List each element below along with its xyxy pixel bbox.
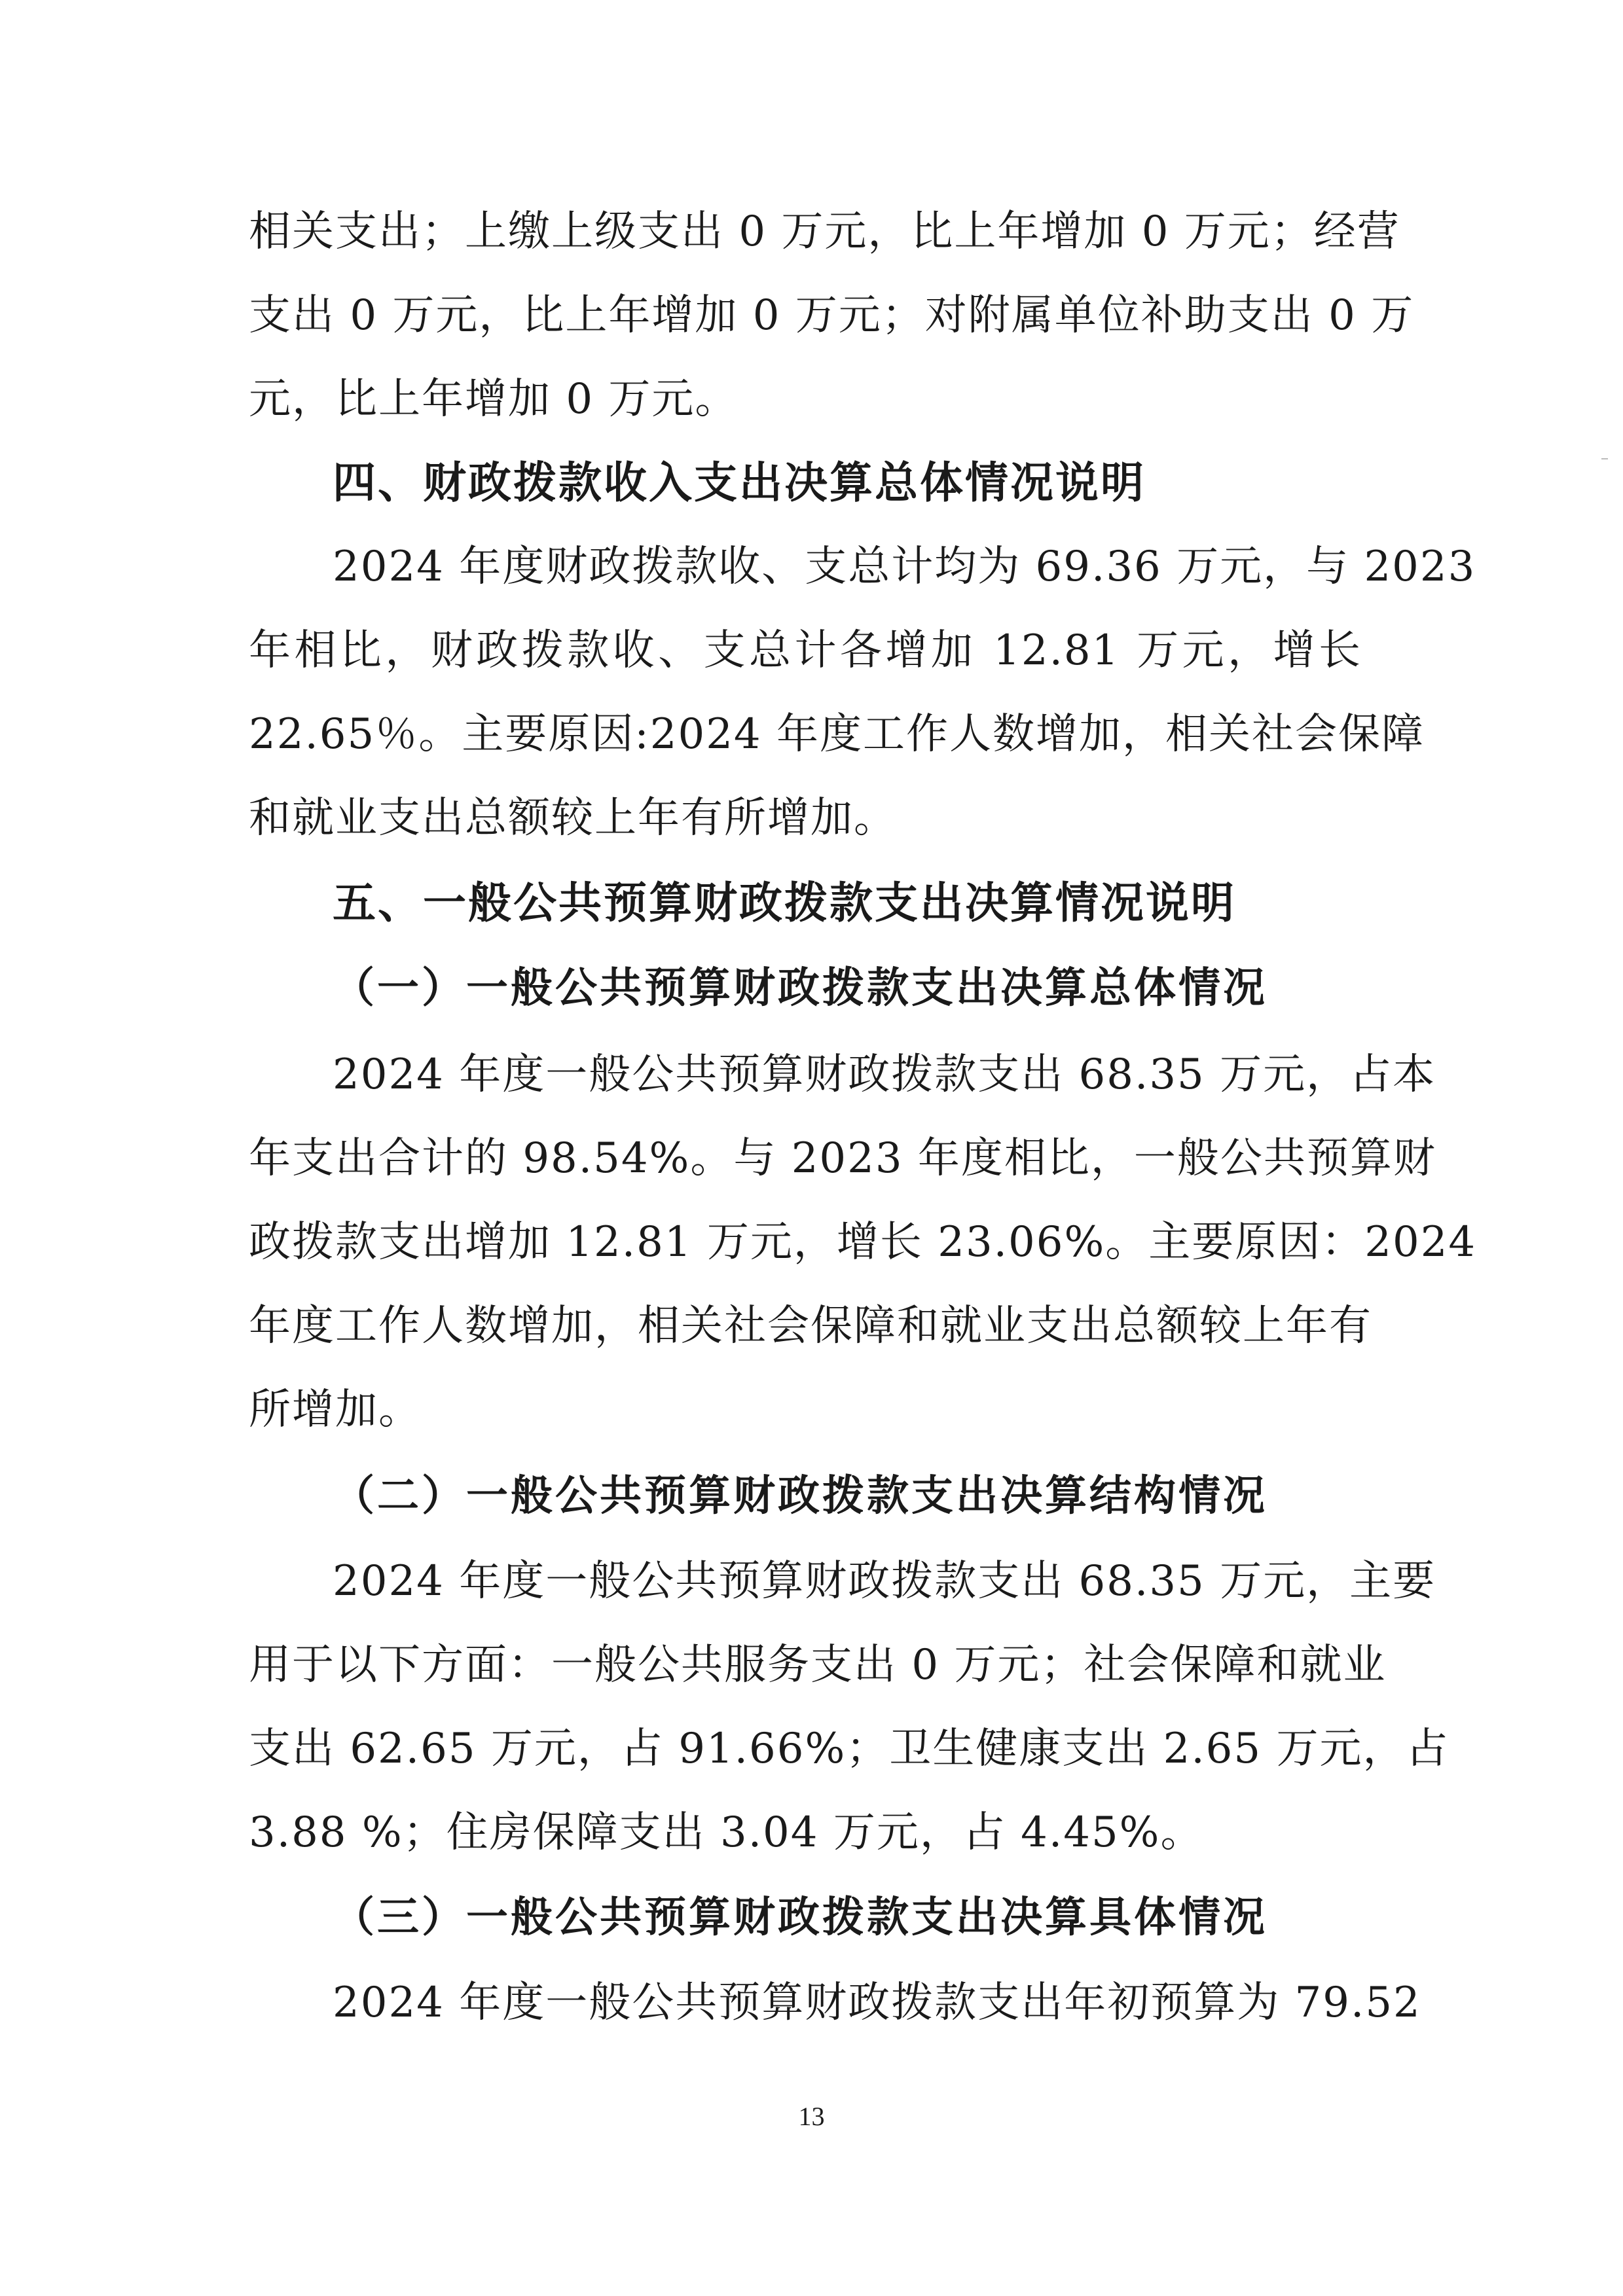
- body-text-line: 相关支出；上缴上级支出 0 万元，比上年增加 0 万元；经营: [249, 207, 1400, 256]
- subsection-heading-2: （二）一般公共预算财政拨款支出决算结构情况: [333, 1472, 1267, 1520]
- body-text-line: 3.88 %；住房保障支出 3.04 万元，占 4.45%。: [249, 1808, 1204, 1857]
- body-text-line: 2024 年度一般公共预算财政拨款支出年初预算为 79.52: [333, 1979, 1421, 2027]
- body-text-line: 支出 0 万元，比上年增加 0 万元；对附属单位补助支出 0 万: [249, 291, 1415, 340]
- body-text-line: 和就业支出总额较上年有所增加。: [249, 794, 897, 842]
- body-text-line: 2024 年度一般公共预算财政拨款支出 68.35 万元，主要: [333, 1557, 1436, 1605]
- section-heading-4: 四、财政拨款收入支出决算总体情况说明: [333, 457, 1146, 508]
- body-text-line: 年度工作人数增加，相关社会保障和就业支出总额较上年有: [249, 1302, 1372, 1350]
- body-text-line: 元，比上年增加 0 万元。: [249, 375, 739, 423]
- body-text-line: 用于以下方面：一般公共服务支出 0 万元；社会保障和就业: [249, 1641, 1387, 1689]
- body-text-line: 2024 年度财政拨款收、支总计均为 69.36 万元，与 2023: [333, 543, 1476, 591]
- body-text-line: 年相比，财政拨款收、支总计各增加 12.81 万元，增长: [249, 626, 1362, 675]
- section-heading-5: 五、一般公共预算财政拨款支出决算情况说明: [333, 878, 1236, 928]
- subsection-heading-1: （一）一般公共预算财政拨款支出决算总体情况: [333, 964, 1267, 1013]
- body-text-line: 支出 62.65 万元，占 91.66%；卫生健康支出 2.65 万元，占: [249, 1725, 1450, 1773]
- body-text-line: 年支出合计的 98.54%。与 2023 年度相比，一般公共预算财: [249, 1134, 1436, 1183]
- subsection-heading-3: （三）一般公共预算财政拨款支出决算具体情况: [333, 1893, 1267, 1942]
- body-text-line: 22.65％。主要原因:2024 年度工作人数增加，相关社会保障: [249, 710, 1425, 759]
- body-text-line: 所增加。: [249, 1386, 422, 1434]
- body-text-line: 2024 年度一般公共预算财政拨款支出 68.35 万元，占本: [333, 1050, 1436, 1099]
- scan-edge-mark: [1601, 458, 1608, 459]
- page-number: 13: [798, 2102, 825, 2131]
- body-text-line: 政拨款支出增加 12.81 万元，增长 23.06%。主要原因：2024: [249, 1218, 1477, 1266]
